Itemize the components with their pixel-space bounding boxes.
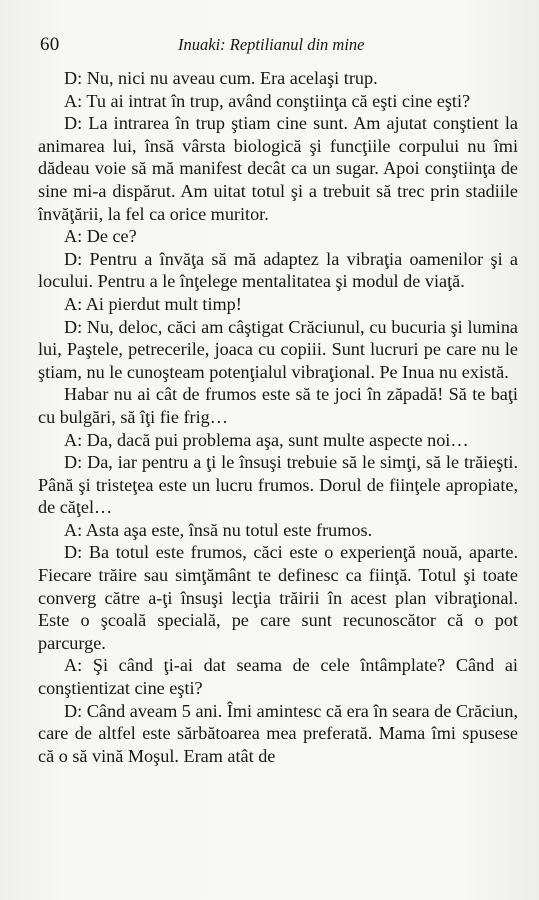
paragraph: A: De ce? [64,226,137,247]
paragraph: Habar nu ai cât de frumos este să te joci în zăpadă! Să te baţi cu bulgări, să îţi fie frig… [38,384,518,427]
page-header [40,34,519,60]
page-body [38,67,518,767]
running-title: Inuaki: Reptilianul din mine [178,35,365,54]
paragraph: A: Ai pierdut mult timp! [64,293,242,314]
paragraph: D: Pentru a învăţa să mă adaptez la vibraţia oamenilor şi a locului. Pentru a le înţelege mentalitatea şi modul de viaţă. [38,248,518,292]
paragraph: D: Nu, deloc, căci am câştigat Crăciunul, cu bucuria şi lumina lui, Paştele, petrecerile, joaca cu copiii. Sunt lucruri pe care nu le ştiam, nu le cunoşteam potenţialul vibraţional. Pe Inua nu există. [38,316,518,382]
paragraph: A: Asta aşa este, însă nu totul este frumos. [64,519,373,540]
paragraph: D: La intrarea în trup ştiam cine sunt. Am ajutat conştient la animarea lui, însă vârsta biologică şi funcţiile corpului nu îmi dădeau voie să mă manifest decât ca un sugar. Apoi conştiinţa de sine mi-a dispărut. Am uitat totul şi a trebuit să trec prin stadiile învăţării, la fel ca orice muritor. [38,113,518,224]
paragraph: D: Ba totul este frumos, căci este o experienţă nouă, aparte. Fiecare trăire sau simţământ te definesc ca fiinţă. Totul şi toate converg către a-ţi însuşi lecţia trăirii în acest plan vibraţional. Este o şcoală specială, pe care sunt recunoscător că o pot parcurge. [38,542,518,653]
paragraph: A: Şi când ţi-ai dat seama de cele întâmplate? Când ai conştientizat cine eşti? [38,655,518,699]
paragraph: A: Tu ai intrat în trup, având conştiinţa că eşti cine eşti? [64,90,471,111]
page-number: 60 [40,34,60,55]
paragraph: D: Da, iar pentru a ţi le însuşi trebuie să le simţi, să le trăieşti. Până şi tristeţea este un lucru frumos. Dorul de fiinţele apropiate, de căţel… [38,452,518,518]
paragraph: D: Când aveam 5 ani. Îmi amintesc că era în seara de Crăciun, care de altfel este sărbătoarea mea preferată. Mama îmi spusese că o să vină Moşul. Eram atât de [38,700,518,766]
paragraph: A: Da, dacă pui problema aşa, sunt multe aspecte noi… [64,429,469,450]
paragraph: D: Nu, nici nu aveau cum. Era acelaşi trup. [64,68,378,88]
